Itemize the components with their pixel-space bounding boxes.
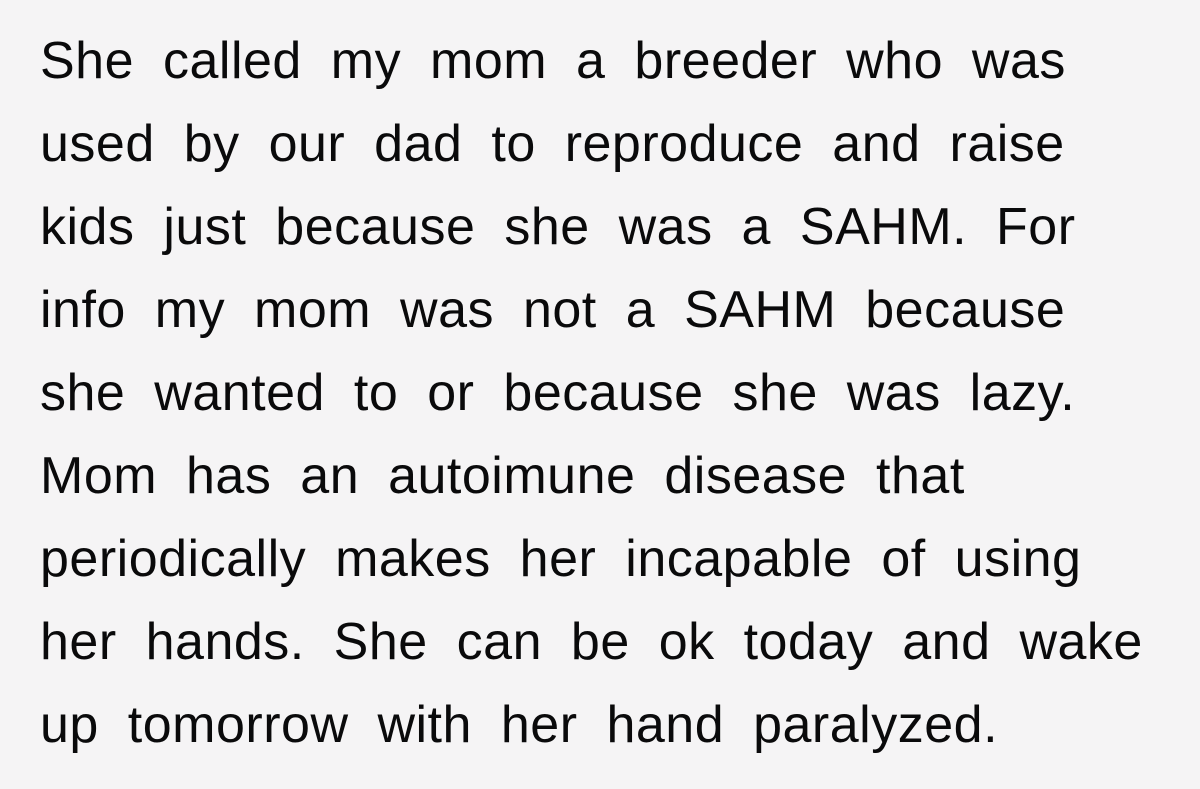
text-line: periodically makes her incapable of using (40, 530, 1082, 588)
text-line: used by our dad to reproduce and raise (40, 115, 1065, 173)
text-line: up tomorrow with her hand paralyzed. (40, 696, 999, 754)
text-line: she wanted to or because she was lazy. (40, 364, 1076, 422)
text-line: her hands. She can be ok today and wake (40, 613, 1143, 671)
text-line: kids just because she was a SAHM. For (40, 198, 1076, 256)
text-line: She called my mom a breeder who was (40, 32, 1066, 90)
text-line: info my mom was not a SAHM because (40, 281, 1066, 339)
text-line: Mom has an autoimune disease that (40, 447, 965, 505)
